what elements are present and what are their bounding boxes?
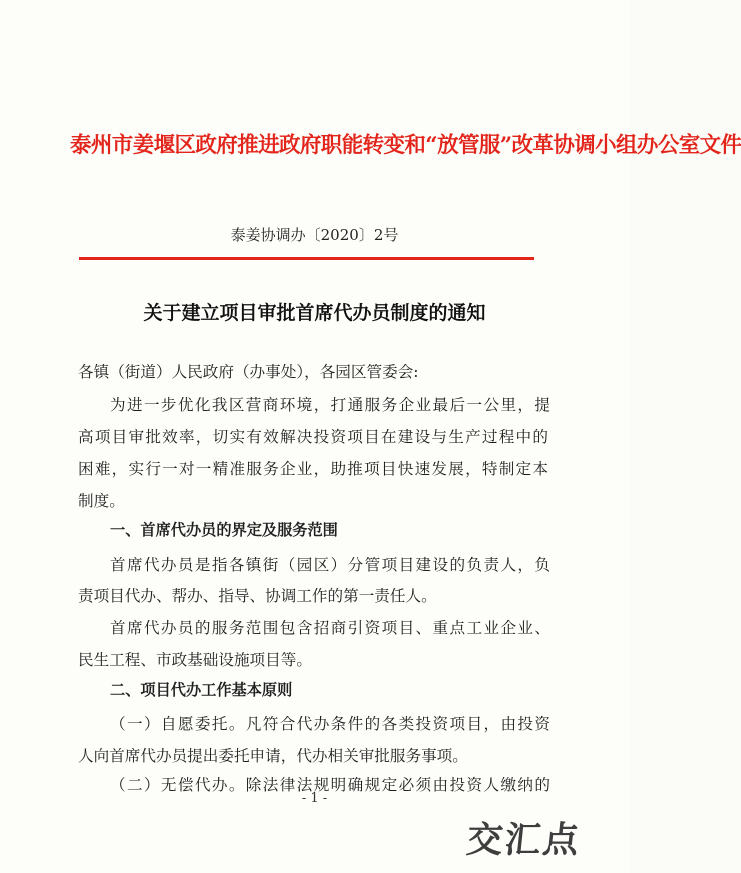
paragraph-line: 民生工程、市政基础设施项目等。 (78, 651, 312, 669)
paragraph-line: 首席代办员的服务范围包含招商引资项目、重点工业企业、 (110, 619, 550, 637)
paragraph-line: （二）无偿代办。除法律法规明确规定必须由投资人缴纳的 (110, 776, 550, 794)
red-divider-line (79, 257, 534, 260)
section-heading-2: 二、项目代办工作基本原则 (110, 681, 293, 699)
paragraph-line: 为进一步优化我区营商环境，打通服务企业最后一公里，提 (110, 396, 550, 414)
paragraph-line: 首席代办员是指各镇街（园区）分管项目建设的负责人，负 (110, 556, 550, 574)
watermark-logo: 交汇点 (464, 819, 583, 861)
paragraph-line: 制度。 (78, 492, 125, 510)
page-number: - 1 - (301, 791, 328, 806)
section-heading-1: 一、首席代办员的界定及服务范围 (110, 521, 338, 539)
paragraph-line: 困难，实行一对一精准服务企业，助推项目快速发展，特制定本 (78, 460, 548, 478)
issuer-header: 泰州市姜堰区政府推进政府职能转变和“放管服”改革协调小组办公室文件 (70, 133, 741, 158)
document-number: 泰姜协调办〔2020〕2号 (230, 226, 399, 244)
salutation-line: 各镇（街道）人民政府（办事处），各园区管委会: (78, 363, 419, 381)
paragraph-line: 责项目代办、帮办、指导、协调工作的第一责任人。 (78, 587, 437, 605)
paragraph-line: 高项目审批效率，切实有效解决投资项目在建设与生产过程中的 (78, 428, 548, 446)
paragraph-line: （一）自愿委托。凡符合代办条件的各类投资项目，由投资 (110, 715, 550, 733)
paragraph-line: 人向首席代办员提出委托申请，代办相关审批服务事项。 (78, 747, 468, 765)
notice-title: 关于建立项目审批首席代办员制度的通知 (143, 302, 486, 324)
